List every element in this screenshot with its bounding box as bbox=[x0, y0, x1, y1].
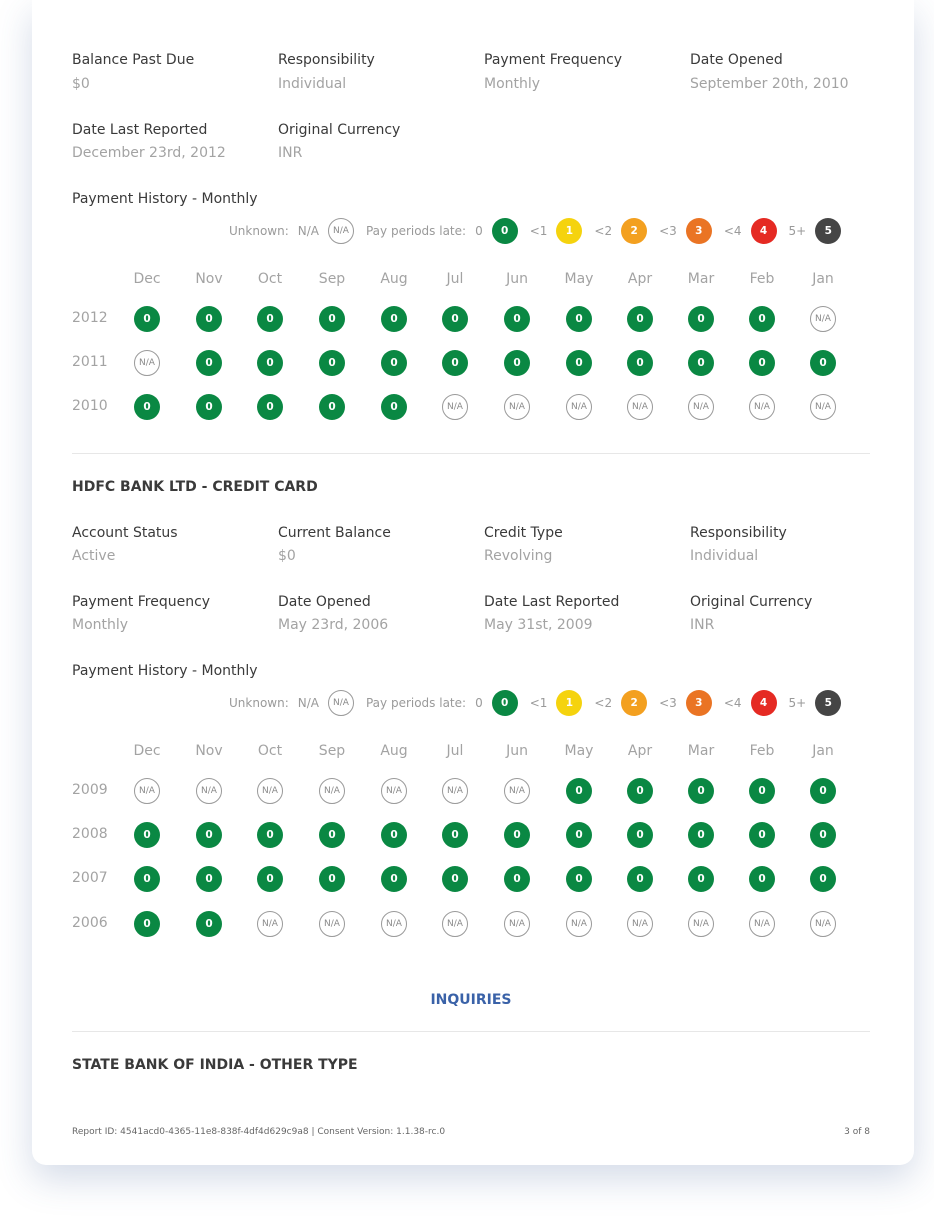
payment-status-unknown: N/A bbox=[257, 778, 283, 804]
legend-unknown-label: Unknown: bbox=[229, 224, 289, 238]
month-header-apr: Apr bbox=[627, 271, 653, 287]
field-label: Original Currency bbox=[278, 122, 401, 138]
payment-status-cell: 0 bbox=[688, 778, 714, 804]
payment-status-unknown: N/A bbox=[688, 394, 714, 420]
legend-unknown-text: N/A bbox=[297, 696, 319, 710]
field-label: Date Last Reported bbox=[72, 122, 208, 138]
payment-status-cell: 0 bbox=[381, 822, 407, 848]
payment-status-unknown: N/A bbox=[749, 911, 775, 937]
payment-status-cell: 0 bbox=[627, 350, 653, 376]
field-label: Credit Type bbox=[484, 525, 563, 541]
payment-status-cell: 0 bbox=[319, 822, 345, 848]
payment-status-cell: 0 bbox=[196, 350, 222, 376]
legend-unknown-text: N/A bbox=[297, 224, 319, 238]
payment-status-unknown: N/A bbox=[381, 911, 407, 937]
legend-item-text: <1 bbox=[529, 224, 548, 238]
month-header-jan: Jan bbox=[812, 743, 834, 759]
year-label: 2009 bbox=[72, 782, 108, 798]
payment-status-unknown: N/A bbox=[566, 911, 592, 937]
payment-status-cell: 0 bbox=[196, 394, 222, 420]
payment-status-cell: 0 bbox=[566, 350, 592, 376]
payment-status-unknown: N/A bbox=[504, 394, 530, 420]
report-page-card bbox=[32, 0, 914, 1165]
payment-status-cell: 0 bbox=[749, 306, 775, 332]
payment-status-unknown: N/A bbox=[810, 394, 836, 420]
field-label: Date Opened bbox=[278, 594, 371, 610]
month-header-aug: Aug bbox=[380, 271, 408, 287]
legend-late-0-badge: 0 bbox=[492, 690, 518, 716]
year-label: 2007 bbox=[72, 870, 108, 886]
legend-late-2-badge: 2 bbox=[621, 218, 647, 244]
payment-status-cell: 0 bbox=[442, 822, 468, 848]
payment-status-cell: 0 bbox=[134, 822, 160, 848]
legend-item-text: <2 bbox=[594, 696, 613, 710]
field-label: Payment Frequency bbox=[72, 594, 211, 610]
field-label: Balance Past Due bbox=[72, 52, 195, 68]
year-label: 2008 bbox=[72, 826, 108, 842]
payment-status-cell: 0 bbox=[381, 306, 407, 332]
payment-status-unknown: N/A bbox=[566, 394, 592, 420]
legend-late-1-badge: 1 bbox=[556, 218, 582, 244]
field-value: Revolving bbox=[484, 548, 553, 564]
payment-status-unknown: N/A bbox=[442, 778, 468, 804]
legend-item-text: 0 bbox=[475, 224, 483, 238]
field-value: $0 bbox=[278, 548, 296, 564]
payment-status-cell: 0 bbox=[810, 866, 836, 892]
payment-status-cell: 0 bbox=[810, 778, 836, 804]
payment-status-cell: 0 bbox=[627, 306, 653, 332]
month-header-nov: Nov bbox=[195, 743, 223, 759]
payment-status-cell: 0 bbox=[810, 822, 836, 848]
legend-unknown-badge: N/A bbox=[328, 690, 354, 716]
payment-status-unknown: N/A bbox=[442, 911, 468, 937]
month-header-apr: Apr bbox=[627, 743, 653, 759]
field-value: December 23rd, 2012 bbox=[72, 145, 226, 161]
month-header-dec: Dec bbox=[133, 271, 161, 287]
payment-status-unknown: N/A bbox=[810, 911, 836, 937]
legend-late-5-badge: 5 bbox=[815, 690, 841, 716]
legend-item-text: 5+ bbox=[788, 696, 807, 710]
payment-history-legend bbox=[229, 689, 853, 717]
field-value: May 31st, 2009 bbox=[484, 617, 593, 633]
field-value: Individual bbox=[690, 548, 759, 564]
month-header-mar: Mar bbox=[687, 743, 715, 759]
field-label: Date Opened bbox=[690, 52, 783, 68]
payment-status-unknown: N/A bbox=[627, 394, 653, 420]
field-value: Active bbox=[72, 548, 116, 564]
month-header-feb: Feb bbox=[749, 271, 775, 287]
field-label: Account Status bbox=[72, 525, 178, 541]
field-value: May 23rd, 2006 bbox=[278, 617, 389, 633]
legend-item-text: 5+ bbox=[788, 224, 807, 238]
legend-item-text: <3 bbox=[659, 224, 677, 238]
payment-status-cell: 0 bbox=[196, 822, 222, 848]
payment-status-cell: 0 bbox=[257, 866, 283, 892]
month-header-oct: Oct bbox=[257, 271, 283, 287]
month-header-dec: Dec bbox=[133, 743, 161, 759]
payment-status-cell: 0 bbox=[627, 778, 653, 804]
payment-status-unknown: N/A bbox=[504, 778, 530, 804]
payment-status-cell: 0 bbox=[381, 866, 407, 892]
legend-late-4-badge: 4 bbox=[751, 690, 777, 716]
legend-item-text: <1 bbox=[529, 696, 548, 710]
legend-late-1-badge: 1 bbox=[556, 690, 582, 716]
payment-status-cell: 0 bbox=[627, 866, 653, 892]
legend-item-text: <2 bbox=[594, 224, 613, 238]
legend-item-text: <4 bbox=[723, 696, 742, 710]
payment-status-cell: 0 bbox=[810, 350, 836, 376]
payment-status-unknown: N/A bbox=[627, 911, 653, 937]
payment-status-cell: 0 bbox=[134, 866, 160, 892]
month-header-jan: Jan bbox=[812, 271, 834, 287]
month-header-feb: Feb bbox=[749, 743, 775, 759]
payment-status-cell: 0 bbox=[381, 394, 407, 420]
legend-late-4-badge: 4 bbox=[751, 218, 777, 244]
field-label: Responsibility bbox=[278, 52, 375, 68]
legend-unknown-badge: N/A bbox=[328, 218, 354, 244]
report-id-footer: Report ID: 4541acd0-4365-11e8-838f-4df4d629c9a8 | Consent Version: 1.1.38-rc.0 bbox=[72, 1127, 446, 1137]
field-value: Monthly bbox=[72, 617, 129, 633]
payment-status-cell: 0 bbox=[504, 822, 530, 848]
legend-item-text: <3 bbox=[659, 696, 677, 710]
month-header-may: May bbox=[564, 271, 594, 287]
field-value: September 20th, 2010 bbox=[690, 76, 849, 92]
month-header-jun: Jun bbox=[506, 271, 528, 287]
payment-history-legend bbox=[229, 217, 853, 245]
month-header-aug: Aug bbox=[380, 743, 408, 759]
payment-status-cell: 0 bbox=[749, 778, 775, 804]
payment-status-cell: 0 bbox=[319, 306, 345, 332]
inquiries-heading: INQUIRIES bbox=[430, 992, 512, 1008]
payment-history-title: Payment History - Monthly bbox=[72, 663, 258, 679]
legend-item-text: 0 bbox=[475, 696, 483, 710]
payment-status-cell: 0 bbox=[442, 306, 468, 332]
legend-late-2-badge: 2 bbox=[621, 690, 647, 716]
payment-status-unknown: N/A bbox=[134, 778, 160, 804]
field-value: $0 bbox=[72, 76, 90, 92]
payment-status-cell: 0 bbox=[257, 306, 283, 332]
payment-status-unknown: N/A bbox=[688, 911, 714, 937]
legend-item-text: <4 bbox=[723, 224, 742, 238]
section-divider bbox=[72, 1031, 870, 1032]
payment-status-unknown: N/A bbox=[810, 306, 836, 332]
payment-status-cell: 0 bbox=[688, 822, 714, 848]
section-divider bbox=[72, 453, 870, 454]
year-label: 2012 bbox=[72, 310, 108, 326]
payment-status-cell: 0 bbox=[566, 822, 592, 848]
payment-status-cell: 0 bbox=[134, 306, 160, 332]
payment-status-cell: 0 bbox=[196, 911, 222, 937]
year-label: 2010 bbox=[72, 398, 108, 414]
payment-status-cell: 0 bbox=[749, 866, 775, 892]
payment-status-cell: 0 bbox=[442, 350, 468, 376]
payment-status-cell: 0 bbox=[319, 866, 345, 892]
legend-late-3-badge: 3 bbox=[686, 218, 712, 244]
payment-status-unknown: N/A bbox=[319, 911, 345, 937]
month-header-jul: Jul bbox=[446, 743, 464, 759]
year-label: 2006 bbox=[72, 915, 108, 931]
field-value: INR bbox=[690, 617, 715, 633]
payment-status-cell: 0 bbox=[257, 394, 283, 420]
payment-status-unknown: N/A bbox=[257, 911, 283, 937]
payment-history-title: Payment History - Monthly bbox=[72, 191, 258, 207]
legend-late-0-badge: 0 bbox=[492, 218, 518, 244]
legend-late-3-badge: 3 bbox=[686, 690, 712, 716]
payment-status-cell: 0 bbox=[196, 866, 222, 892]
payment-status-cell: 0 bbox=[688, 306, 714, 332]
field-label: Current Balance bbox=[278, 525, 391, 541]
field-label: Original Currency bbox=[690, 594, 813, 610]
payment-status-unknown: N/A bbox=[134, 350, 160, 376]
payment-status-cell: 0 bbox=[749, 822, 775, 848]
payment-status-cell: 0 bbox=[257, 350, 283, 376]
legend-late-5-badge: 5 bbox=[815, 218, 841, 244]
payment-status-cell: 0 bbox=[381, 350, 407, 376]
payment-status-cell: 0 bbox=[688, 866, 714, 892]
payment-status-cell: 0 bbox=[504, 350, 530, 376]
month-header-jul: Jul bbox=[446, 271, 464, 287]
payment-status-unknown: N/A bbox=[749, 394, 775, 420]
payment-status-cell: 0 bbox=[504, 866, 530, 892]
payment-status-cell: 0 bbox=[134, 911, 160, 937]
legend-unknown-label: Unknown: bbox=[229, 696, 289, 710]
payment-status-cell: 0 bbox=[134, 394, 160, 420]
month-header-nov: Nov bbox=[195, 271, 223, 287]
legend-late-label: Pay periods late: bbox=[365, 224, 467, 238]
field-label: Date Last Reported bbox=[484, 594, 620, 610]
payment-status-cell: 0 bbox=[749, 350, 775, 376]
legend-late-label: Pay periods late: bbox=[365, 696, 467, 710]
account-title: STATE BANK OF INDIA - OTHER TYPE bbox=[72, 1057, 358, 1073]
payment-status-cell: 0 bbox=[566, 866, 592, 892]
payment-status-cell: 0 bbox=[566, 778, 592, 804]
month-header-sep: Sep bbox=[318, 271, 346, 287]
month-header-may: May bbox=[564, 743, 594, 759]
payment-status-cell: 0 bbox=[566, 306, 592, 332]
payment-status-cell: 0 bbox=[504, 306, 530, 332]
field-label: Payment Frequency bbox=[484, 52, 623, 68]
month-header-jun: Jun bbox=[506, 743, 528, 759]
field-value: Individual bbox=[278, 76, 347, 92]
payment-status-unknown: N/A bbox=[504, 911, 530, 937]
year-label: 2011 bbox=[72, 354, 108, 370]
payment-status-unknown: N/A bbox=[442, 394, 468, 420]
payment-status-cell: 0 bbox=[196, 306, 222, 332]
month-header-sep: Sep bbox=[318, 743, 346, 759]
payment-status-cell: 0 bbox=[442, 866, 468, 892]
account-title: HDFC BANK LTD - CREDIT CARD bbox=[72, 479, 318, 495]
payment-status-unknown: N/A bbox=[319, 778, 345, 804]
payment-status-unknown: N/A bbox=[381, 778, 407, 804]
payment-status-cell: 0 bbox=[319, 350, 345, 376]
field-value: Monthly bbox=[484, 76, 541, 92]
payment-status-unknown: N/A bbox=[196, 778, 222, 804]
field-value: INR bbox=[278, 145, 303, 161]
payment-status-cell: 0 bbox=[257, 822, 283, 848]
field-label: Responsibility bbox=[690, 525, 787, 541]
month-header-mar: Mar bbox=[687, 271, 715, 287]
payment-status-cell: 0 bbox=[688, 350, 714, 376]
payment-status-cell: 0 bbox=[627, 822, 653, 848]
page-number: 3 of 8 bbox=[844, 1127, 870, 1137]
payment-status-cell: 0 bbox=[319, 394, 345, 420]
month-header-oct: Oct bbox=[257, 743, 283, 759]
